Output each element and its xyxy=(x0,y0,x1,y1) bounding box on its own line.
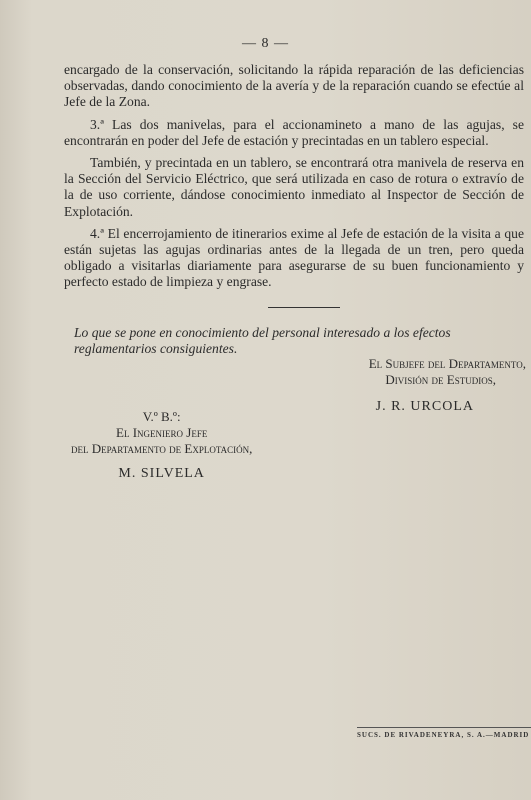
paragraph: También, y precintada en un tablero, se encontrará otra manivela de reserva en la Sección del Servicio Eléctrico, que será utilizada en caso de rotura o extravío de la de uso corriente, dándose conocimiento inmediato al Inspector de Sección de Explotación. xyxy=(64,155,524,219)
signature-title: El Ingeniero Jefe xyxy=(116,425,208,440)
printer-imprint: SUCS. DE RIVADENEYRA, S. A.—MADRID xyxy=(357,727,531,739)
paragraph: 3.ª Las dos manivelas, para el accionamineto a mano de las agujas, se encontrarán en poder del Jefe de estación y precintadas en un tablero especial. xyxy=(64,116,524,148)
paragraph: encargado de la conservación, solicitando la rápida reparación de las deficiencias observadas, dando conocimiento de la avería y de la reparación cuando se efectúe al Jefe de la Zona. xyxy=(64,62,524,110)
signature-title: del Departamento de Explotación, xyxy=(71,441,253,456)
signature-title: El Subjefe del Departamento, xyxy=(368,356,526,371)
signature-block-ingeniero xyxy=(71,409,252,482)
body-text xyxy=(64,62,524,297)
signature-block-subjefe xyxy=(369,356,526,415)
approval-mark: V.º B.º: xyxy=(142,409,181,424)
notice-text: Lo que se pone en conocimiento del personal interesado a los efectos reglamentarios consiguientes. xyxy=(74,325,451,356)
separator-rule xyxy=(268,307,340,308)
page-number: — 8 — xyxy=(242,36,289,51)
paragraph: 4.ª El encerrojamiento de itinerarios exime al Jefe de estación de la visita a que están sujetas las agujas ordinarias antes de la llegada de un tren, pero queda obligado a visitarlas diariamente para asegurarse de su buen funcionamiento y perfecto estado de limpieza y engrase. xyxy=(64,225,524,290)
signature-name: M. SILVELA xyxy=(118,466,205,481)
signature-name: J. R. URCOLA xyxy=(375,399,474,414)
signature-title: División de Estudios, xyxy=(385,372,496,387)
